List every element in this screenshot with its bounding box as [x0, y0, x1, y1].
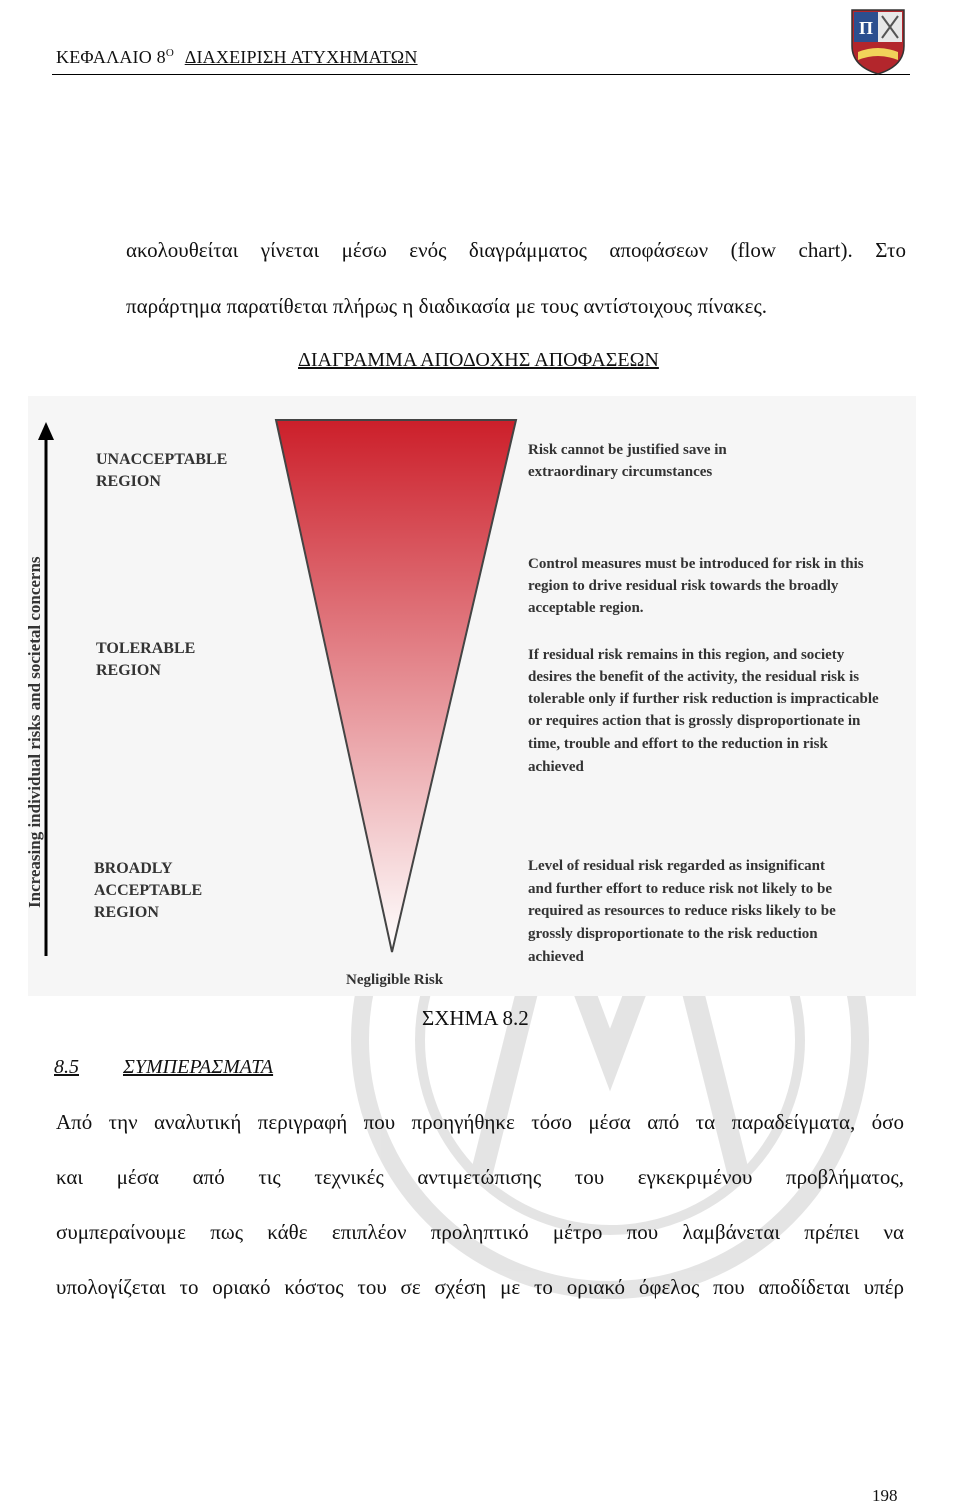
- desc-2-line-2: region to drive residual risk towards the broadly: [528, 578, 839, 594]
- region-unacceptable-line2: REGION: [96, 473, 161, 490]
- desc-1-line-1: Risk cannot be justified save in: [528, 442, 727, 458]
- svg-text:Π: Π: [858, 18, 874, 38]
- intro-line-1: ακολουθείται γίνεται μέσω ενός διαγράμματος αποφάσεων (flow chart). Στο: [126, 238, 906, 262]
- region-tolerable-line1: TOLERABLE: [96, 640, 196, 657]
- desc-3-line-2: desires the benefit of the activity, the residual risk is: [528, 669, 860, 685]
- risk-triangle: [276, 420, 516, 952]
- desc-3-line-1: If residual risk remains in this region, and society: [528, 647, 845, 663]
- desc-1-line-2: extraordinary circumstances: [528, 464, 713, 480]
- desc-4-line-4: grossly disproportionate to the risk reduction: [528, 926, 818, 942]
- desc-3-line-3: tolerable only if further risk reduction is impracticable: [528, 691, 879, 707]
- desc-4-line-1: Level of residual risk regarded as insignificant: [528, 858, 825, 874]
- region-tolerable-line2: REGION: [96, 662, 161, 679]
- desc-3-line-5: time, trouble and effort to the reduction in risk: [528, 736, 828, 752]
- axis-label: Increasing individual risks and societal concerns: [25, 556, 44, 908]
- region-broadly-line1: BROADLY: [94, 860, 173, 877]
- chapter-title: ΔΙΑΧΕΙΡΙΣΗ ΑΤΥΧΗΜΑΤΩΝ: [184, 47, 418, 67]
- region-broadly-line2: ACCEPTABLE: [94, 882, 203, 899]
- region-broadly-line3: REGION: [94, 904, 159, 921]
- section-heading: [54, 1056, 273, 1079]
- section-number: 8.5: [54, 1056, 79, 1078]
- desc-2-line-1: Control measures must be introduced for risk in this: [528, 556, 864, 572]
- risk-acceptance-diagram: [25, 396, 916, 996]
- chapter-header: [56, 47, 418, 68]
- desc-3-line-4: or requires action that is grossly disproportionate in: [528, 713, 861, 729]
- risk-axis-arrowhead: [38, 422, 54, 440]
- page-number: 198: [872, 1486, 898, 1505]
- desc-4-line-3: required as resources to reduce risks likely to be: [528, 903, 836, 919]
- body-line-3: συμπεραίνουμε πως κάθε επιπλέον προληπτικό μέτρο που λαμβάνεται πρέπει να: [56, 1220, 904, 1244]
- desc-4-line-2: and further effort to reduce risk not likely to be: [528, 881, 832, 897]
- university-logo: [848, 6, 908, 76]
- desc-2-line-3: acceptable region.: [528, 600, 644, 616]
- desc-4-line-5: achieved: [528, 949, 584, 965]
- body-line-4: υπολογίζεται το οριακό κόστος του σε σχέση με το οριακό όφελος που αποδίδεται υπέρ: [56, 1275, 904, 1299]
- chapter-prefix: ΚΕΦΑΛΑΙΟ 8: [56, 47, 166, 67]
- body-line-2: και μέσα από τις τεχνικές αντιμετώπισης του εγκεκριμένου προβλήματος,: [56, 1165, 904, 1189]
- region-unacceptable-line1: UNACCEPTABLE: [96, 451, 228, 468]
- body-line-1: Από την αναλυτική περιγραφή που προηγήθηκε τόσο μέσα από τα παραδείγματα, όσο: [56, 1110, 904, 1134]
- negligible-risk-label: Negligible Risk: [346, 972, 444, 988]
- section-title: ΣΥΜΠΕΡΑΣΜΑΤΑ: [123, 1056, 274, 1078]
- chapter-superscript: Ο: [165, 47, 174, 59]
- figure-caption: ΣΧΗΜΑ 8.2: [422, 1006, 529, 1030]
- diagram-title: ΔΙΑΓΡΑΜΜΑ ΑΠΟΔΟΧΗΣ ΑΠΟΦΑΣΕΩΝ: [298, 349, 659, 371]
- intro-line-2: παράρτημα παρατίθεται πλήρως η διαδικασία με τους αντίστοιχους πίνακες.: [126, 294, 768, 318]
- header-divider: [52, 74, 910, 75]
- desc-3-line-6: achieved: [528, 759, 584, 775]
